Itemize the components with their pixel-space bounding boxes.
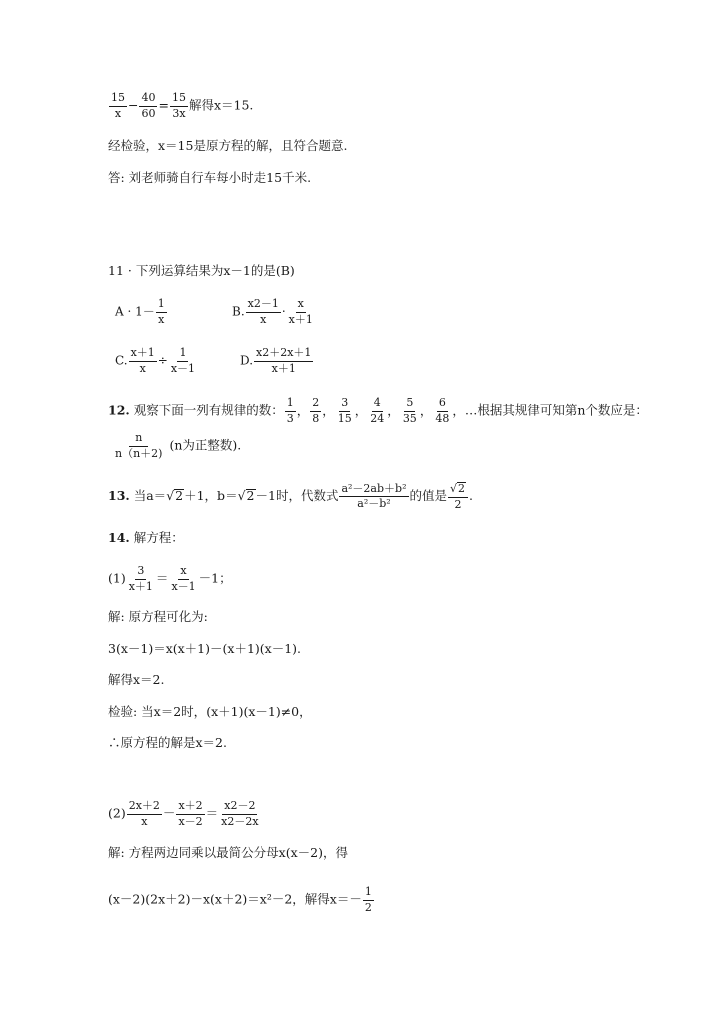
q14-part1-equation: (1) $\frac{3}{x+1}$ ＝ $\frac{x}{x-1}$ －1； xyxy=(108,564,232,593)
q14-part1-check: 检验: 当x＝2时，(x＋1)(x－1)≠0， xyxy=(108,704,312,719)
sequence-fraction: $\frac{2}{8}$ xyxy=(312,396,320,425)
prev-check: 经检验，x＝15是原方程的解，且符合题意. xyxy=(108,138,348,153)
sequence-fraction: $\frac{3}{15}$ xyxy=(337,396,352,425)
q11-option-d: D. $\frac{x2+2x+1}{x+1}$ xyxy=(240,346,312,375)
separator: ， xyxy=(354,402,368,418)
fraction: $\frac{2x+2}{x}$ xyxy=(128,799,160,828)
q14-part1-intro: 解: 原方程可化为: xyxy=(108,609,208,624)
q11-option-c: C. $\frac{x+1}{x}$ ÷ $\frac{1}{x-1}$ xyxy=(115,346,196,375)
prev-equation: $\frac{15}{x}$ − $\frac{40}{60}$ = $\frac{15}{3x}$ 解得x＝15. xyxy=(111,91,254,120)
q14-part2-solution: 解: 方程两边同乘以最简公分母x(x－2)，得 xyxy=(108,845,348,860)
separator: ， xyxy=(419,402,433,418)
fraction: $\frac{15}{x}$ xyxy=(111,91,125,120)
fraction: $\frac{n}{n(n+2)}$ xyxy=(115,431,163,460)
sequence-fraction: $\frac{6}{48}$ xyxy=(435,396,450,425)
sequence-fraction: $\frac{4}{24}$ xyxy=(370,396,385,425)
q11-option-b: B. $\frac{x2-1}{x}$ · $\frac{x}{x+1}$ xyxy=(232,297,313,326)
separator: ， xyxy=(387,402,400,418)
sqrt-icon: √ xyxy=(450,482,458,495)
q12-answer: $\frac{n}{n(n+2)}$ (n为正整数). xyxy=(108,432,241,460)
fraction: $\frac{x}{x+1}$ xyxy=(288,297,313,326)
sqrt-icon: √ xyxy=(237,488,246,504)
fraction: $\frac{15}{3x}$ xyxy=(171,91,186,120)
fraction: $\frac{x2-2}{x2-2x}$ xyxy=(221,799,259,828)
separator: ， xyxy=(296,402,310,418)
fraction: $\frac{1}{x-1}$ xyxy=(170,346,196,375)
fraction: $\frac{√2}{2}$ xyxy=(448,482,468,511)
fraction: $\frac{1}{x}$ xyxy=(157,297,165,326)
q11-stem: 11 · 下列运算结果为x－1的是(B) xyxy=(108,263,295,278)
sequence-fraction: $\frac{1}{3}$ xyxy=(286,396,294,425)
sequence xyxy=(284,396,465,425)
q13-stem: 13. 当a＝√2＋1，b＝√2－1时，代数式 $\frac{\text{a²－2ab＋b²}}{\text{a²－b²}}$ 的值是 $\frac{√2}{2}$ . xyxy=(108,481,474,511)
q14-title: 14. 解方程： xyxy=(108,530,184,545)
fraction: $\frac{x+2}{x-2}$ xyxy=(178,799,203,828)
q12-stem: 12. 观察下面一列有规律的数： $\frac{1}{3}$ ， $\frac{2}{8}$ ， $\frac{3}{15}$ ， $\frac{4}{24}$ ， $\frac{5}{35}$ ， $\frac{6}{48}$ ，…根据其规律可知第n个数应是： xyxy=(108,396,648,425)
fraction: $\frac{x}{x-1}$ xyxy=(171,564,196,593)
q14-part2-step: (x－2)(2x＋2)－x(x＋2)＝x²－2，解得x＝－ $\frac{1}{2}$ xyxy=(108,885,372,914)
sqrt-icon: √ xyxy=(166,488,175,504)
separator: ， xyxy=(452,402,465,418)
fraction: $\frac{x2-1}{x}$ xyxy=(247,297,279,326)
fraction: $\frac{3}{x+1}$ xyxy=(128,564,153,593)
fraction: $\frac{x+1}{x}$ xyxy=(130,346,155,375)
fraction: $\frac{1}{2}$ xyxy=(364,885,372,914)
q14-part1-step1: 3(x－1)＝x(x＋1)－(x＋1)(x－1). xyxy=(108,641,301,656)
separator: ， xyxy=(322,402,335,418)
q14-part1-result: ∴原方程的解是x＝2. xyxy=(108,735,227,750)
sequence-fraction: $\frac{5}{35}$ xyxy=(402,396,417,425)
prev-answer: 答: 刘老师骑自行车每小时走15千米. xyxy=(108,170,312,185)
fraction: $\frac{\text{a²－2ab＋b²}}{\text{a²－b²}}$ xyxy=(341,481,407,511)
fraction: $\frac{40}{60}$ xyxy=(141,91,156,120)
q14-part1-step2: 解得x＝2. xyxy=(108,672,165,687)
fraction: $\frac{x2+2x+1}{x+1}$ xyxy=(256,346,312,375)
q14-part2-equation: (2) $\frac{2x+2}{x}$ － $\frac{x+2}{x-2}$ ＝ $\frac{x2-2}{x2-2x}$ xyxy=(108,799,259,828)
q11-option-a: A · 1－ $\frac{1}{x}$ xyxy=(115,297,165,326)
